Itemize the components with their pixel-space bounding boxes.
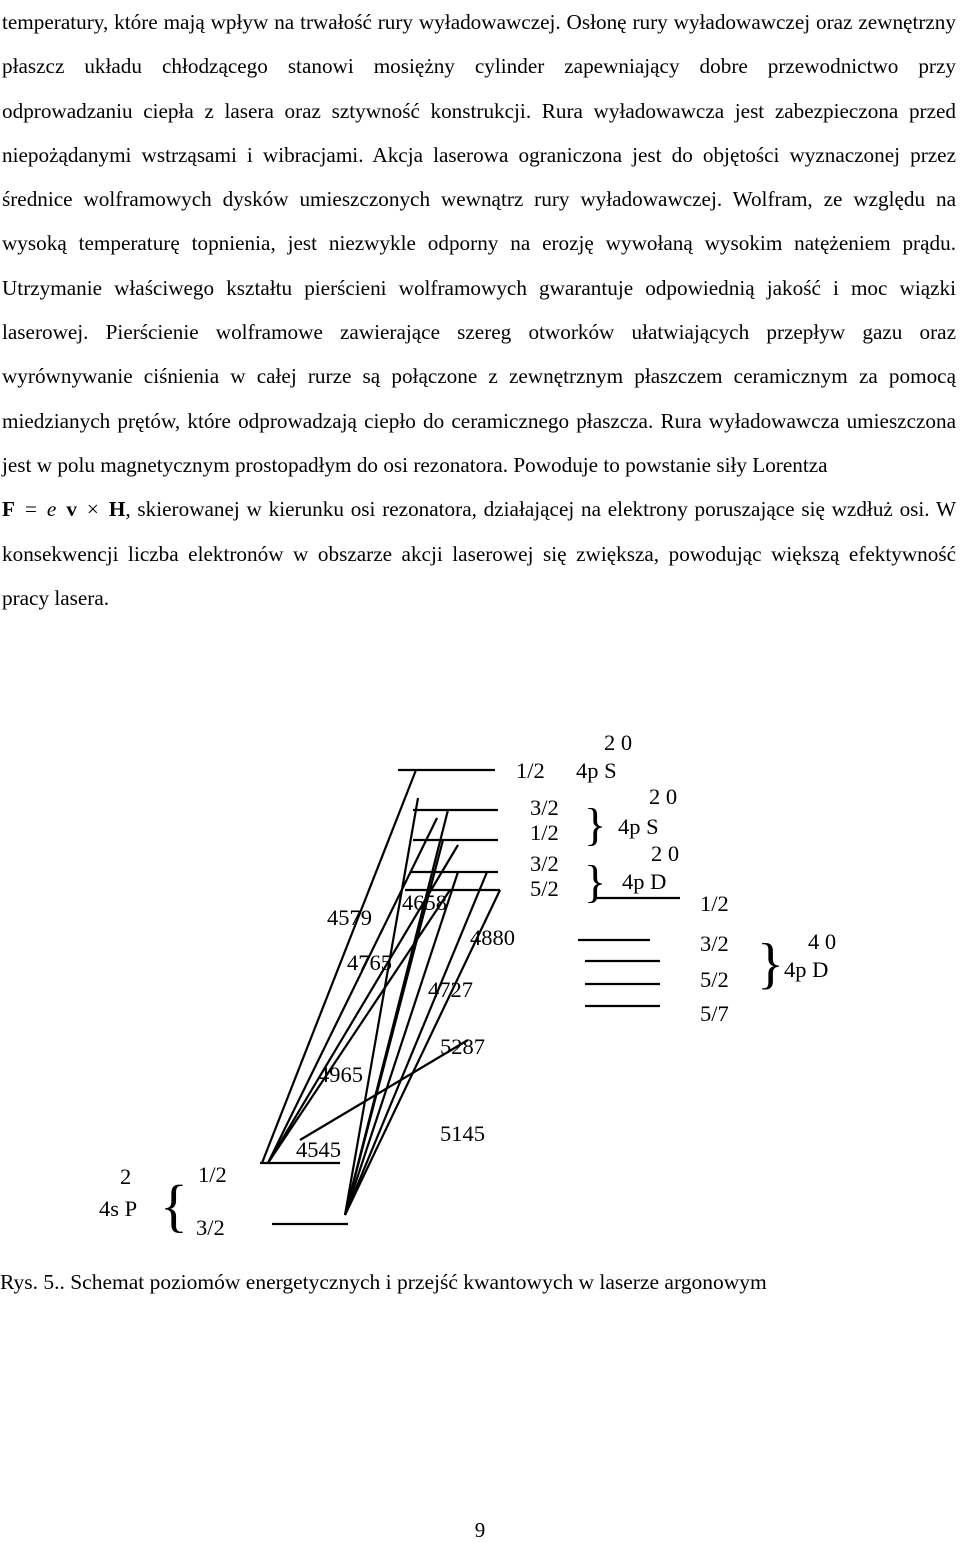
eq-cross-sign: × bbox=[86, 497, 99, 522]
wavelength-label: 4965 bbox=[318, 1062, 363, 1087]
term-label: 4p S bbox=[618, 814, 659, 839]
paragraph-text-after-equation: , skierowanej w kierunku osi rezonatora, działającej na elektrony poruszające się wzdłuż osi. W konsekwencji liczba elektronów w obszarze akcji laserowej się zwiększa, powodując większą efektywność pracy lasera. bbox=[2, 497, 956, 610]
level-group-4s-2p bbox=[99, 1162, 227, 1240]
term-label: 4p D bbox=[622, 869, 667, 894]
multiplicity-label: 2 0 bbox=[604, 730, 633, 755]
j-value-label: 3/2 bbox=[530, 851, 559, 876]
wavelength-label: 4727 bbox=[428, 977, 473, 1002]
j-value-label: 5/2 bbox=[530, 876, 559, 901]
multiplicity-label: 4 0 bbox=[808, 929, 837, 954]
j-value-label: 1/2 bbox=[516, 758, 545, 783]
figure-caption: Rys. 5.. Schemat poziomów energetycznych i przejść kwantowych w laserze argonowym bbox=[0, 1270, 767, 1294]
term-label: 4p D bbox=[784, 957, 829, 982]
wavelength-label: 4545 bbox=[296, 1137, 341, 1162]
page-number: 9 bbox=[474, 1518, 486, 1542]
brace-icon: } bbox=[757, 933, 784, 995]
paragraph-text-before-equation: temperatury, które mają wpływ na trwałość rury wyładowawczej. Osłonę rury wyładowawczej oraz zewnętrzny płaszcz układu chłodzącego stanowi mosiężny cylinder zapewniający dobre przewodnictwo przy odprowadzaniu ciepła z lasera oraz sztywność konstrukcji. Rura wyładowawcza jest zabezpieczona przed niepożądanymi wstrząsami i wibracjami. Akcja laserowa ograniczona jest do objętości wyznaczonej przez średnice wolframowych dysków umieszczonych wewnątrz rury wyładowawczej. Wolfram, ze względu na wysoką temperaturę topnienia, jest niezwykle odporny na erozję wywołaną wysokim natężeniem prądu. Utrzymanie właściwego kształtu pierścieni wolframowych gwarantuje odpowiednią jakość i moc wiązki laserowej. Pierścienie wolframowe zawierające szereg otworków ułatwiających przepływ gazu oraz wyrównywanie ciśnienia w całej rurze są połączone z zewnętrznym płaszczem ceramicznym za pomocą miedzianych prętów, które odprowadzają ciepło do ceramicznego płaszcza. Rura wyładowawcza umieszczona jest w polu magnetycznym prostopadłym do osi rezonatora. Powoduje to powstanie siły Lorentza bbox=[2, 10, 956, 477]
wavelength-label: 5287 bbox=[440, 1034, 485, 1059]
term-label: 4p S bbox=[576, 758, 617, 783]
eq-field-symbol: H bbox=[108, 497, 126, 522]
j-value-label: 5/2 bbox=[700, 967, 729, 992]
wavelength-label: 4880 bbox=[470, 925, 515, 950]
brace-icon: } bbox=[584, 856, 607, 907]
wavelength-label: 4579 bbox=[327, 905, 372, 930]
eq-equals-sign: = bbox=[24, 497, 37, 522]
level-group-4p-2s-upper bbox=[516, 730, 632, 783]
eq-charge-symbol: e bbox=[46, 497, 57, 522]
wavelength-label: 4765 bbox=[347, 950, 392, 975]
j-value-label: 1/2 bbox=[198, 1162, 227, 1187]
eq-velocity-symbol: v bbox=[66, 497, 77, 522]
term-label: 4s P bbox=[99, 1196, 138, 1221]
j-value-label: 1/2 bbox=[530, 820, 559, 845]
j-value-label: 3/2 bbox=[530, 795, 559, 820]
eq-force-symbol: F bbox=[2, 497, 15, 522]
lorentz-force-equation bbox=[2, 497, 125, 521]
j-value-label: 3/2 bbox=[196, 1215, 225, 1240]
multiplicity-label: 2 0 bbox=[651, 841, 680, 866]
transition-line bbox=[268, 818, 437, 1163]
brace-icon: { bbox=[160, 1173, 188, 1238]
argon-energy-level-diagram bbox=[0, 715, 960, 1260]
multiplicity-label: 2 0 bbox=[649, 784, 678, 809]
level-group-4p-4d bbox=[700, 891, 836, 1026]
brace-icon: } bbox=[584, 799, 607, 850]
wavelength-label: 5145 bbox=[440, 1121, 485, 1146]
body-paragraph bbox=[2, 0, 956, 620]
j-value-label: 1/2 bbox=[700, 891, 729, 916]
j-value-label: 3/2 bbox=[700, 931, 729, 956]
wavelength-label: 4658 bbox=[402, 890, 447, 915]
j-value-label: 5/7 bbox=[700, 1001, 729, 1026]
multiplicity-label: 2 bbox=[120, 1164, 132, 1189]
transition-line bbox=[262, 770, 416, 1163]
